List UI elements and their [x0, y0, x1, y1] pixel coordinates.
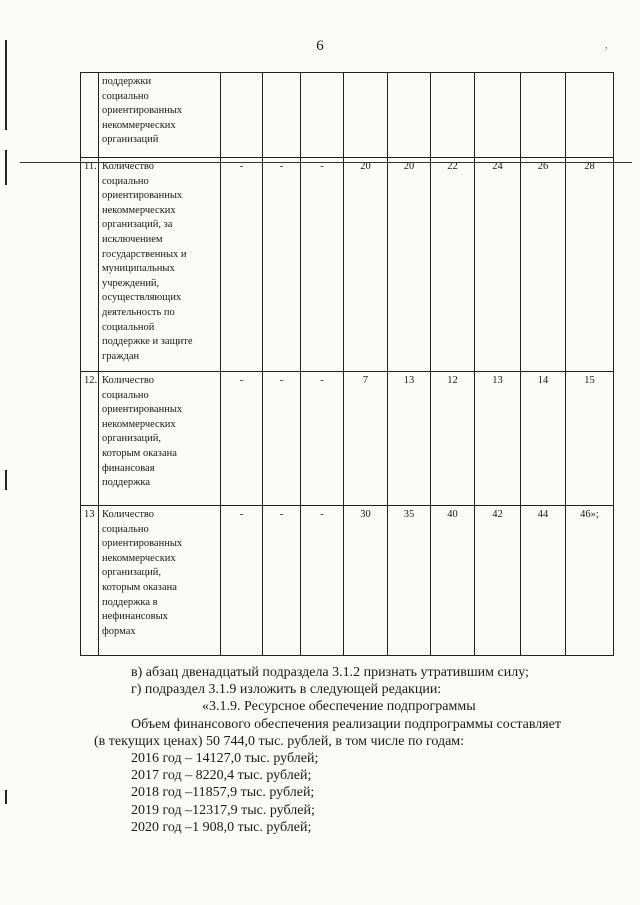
paragraph-g: г) подраздел 3.1.9 изложить в следующей редакции:	[131, 682, 442, 698]
value-cell: 42	[475, 506, 521, 656]
value-cell: -	[263, 506, 301, 656]
indicator-name: поддержки социально ориентированных некоммерческих организаций	[99, 73, 221, 158]
row-number: 11.	[81, 158, 99, 372]
value-cell: -	[221, 372, 263, 506]
year-line: 2016 год – 14127,0 тыс. рублей;	[131, 751, 319, 767]
value-cell	[221, 73, 263, 158]
value-cell	[301, 73, 344, 158]
scan-margin-line	[5, 40, 7, 130]
body-text	[96, 664, 626, 836]
value-cell	[263, 73, 301, 158]
year-line: 2018 год –11857,9 тыс. рублей;	[131, 785, 315, 801]
indicators-table	[80, 72, 614, 656]
indicator-name: Количество социально ориентированных некоммерческих организаций, за исключением государственных и муниципальных учреждений, осуществляющих деятельность по социальной поддержке и защите граждан	[99, 158, 221, 372]
value-cell	[431, 73, 475, 158]
value-cell	[388, 73, 431, 158]
value-cell	[521, 73, 566, 158]
value-cell: 20	[344, 158, 388, 372]
indicator-name: Количество социально ориентированных некоммерческих организаций, которым оказана финансовая поддержка	[99, 372, 221, 506]
table-row	[81, 158, 614, 372]
value-cell: -	[263, 158, 301, 372]
value-cell	[566, 73, 614, 158]
value-cell: 12	[431, 372, 475, 506]
scan-margin-line	[5, 150, 7, 185]
table-row	[81, 372, 614, 506]
value-cell: 28	[566, 158, 614, 372]
scan-margin-line	[5, 790, 7, 804]
year-line: 2020 год –1 908,0 тыс. рублей;	[131, 819, 312, 835]
value-cell: -	[221, 506, 263, 656]
value-cell: 44	[521, 506, 566, 656]
value-cell: 20	[388, 158, 431, 372]
table-row	[81, 506, 614, 656]
year-line: 2019 год –12317,9 тыс. рублей;	[131, 802, 315, 818]
value-cell: 35	[388, 506, 431, 656]
indicator-name: Количество социально ориентированных некоммерческих организаций, которым оказана поддержка в нефинансовых формах	[99, 506, 221, 656]
value-cell: -	[301, 506, 344, 656]
value-cell	[475, 73, 521, 158]
value-cell: -	[263, 372, 301, 506]
value-cell: 24	[475, 158, 521, 372]
value-cell: 40	[431, 506, 475, 656]
value-cell: 7	[344, 372, 388, 506]
value-cell: -	[301, 158, 344, 372]
value-cell: 46»;	[566, 506, 614, 656]
row-number	[81, 73, 99, 158]
value-cell: 13	[388, 372, 431, 506]
scan-mark: ,	[605, 40, 608, 51]
section-heading: «3.1.9. Ресурсное обеспечение подпрограммы	[202, 699, 476, 715]
paragraph-v: в) абзац двенадцатый подраздела 3.1.2 признать утратившим силу;	[131, 665, 529, 680]
value-cell: 15	[566, 372, 614, 506]
page-number: 6	[316, 38, 324, 54]
value-cell: -	[301, 372, 344, 506]
paragraph-funding: Объем финансового обеспечения реализации подпрограммы составляет	[131, 716, 562, 732]
value-cell	[344, 73, 388, 158]
row-number: 12.	[81, 372, 99, 506]
scan-margin-line	[5, 470, 7, 490]
table-row	[81, 73, 614, 158]
value-cell: -	[221, 158, 263, 372]
scan-strike-line	[20, 162, 632, 163]
value-cell: 22	[431, 158, 475, 372]
value-cell: 13	[475, 372, 521, 506]
row-number: 13	[81, 506, 99, 656]
paragraph-funding-cont: (в текущих ценах) 50 744,0 тыс. рублей, в том числе по годам:	[94, 733, 465, 749]
year-line: 2017 год – 8220,4 тыс. рублей;	[131, 768, 312, 784]
value-cell: 26	[521, 158, 566, 372]
value-cell: 14	[521, 372, 566, 506]
value-cell: 30	[344, 506, 388, 656]
